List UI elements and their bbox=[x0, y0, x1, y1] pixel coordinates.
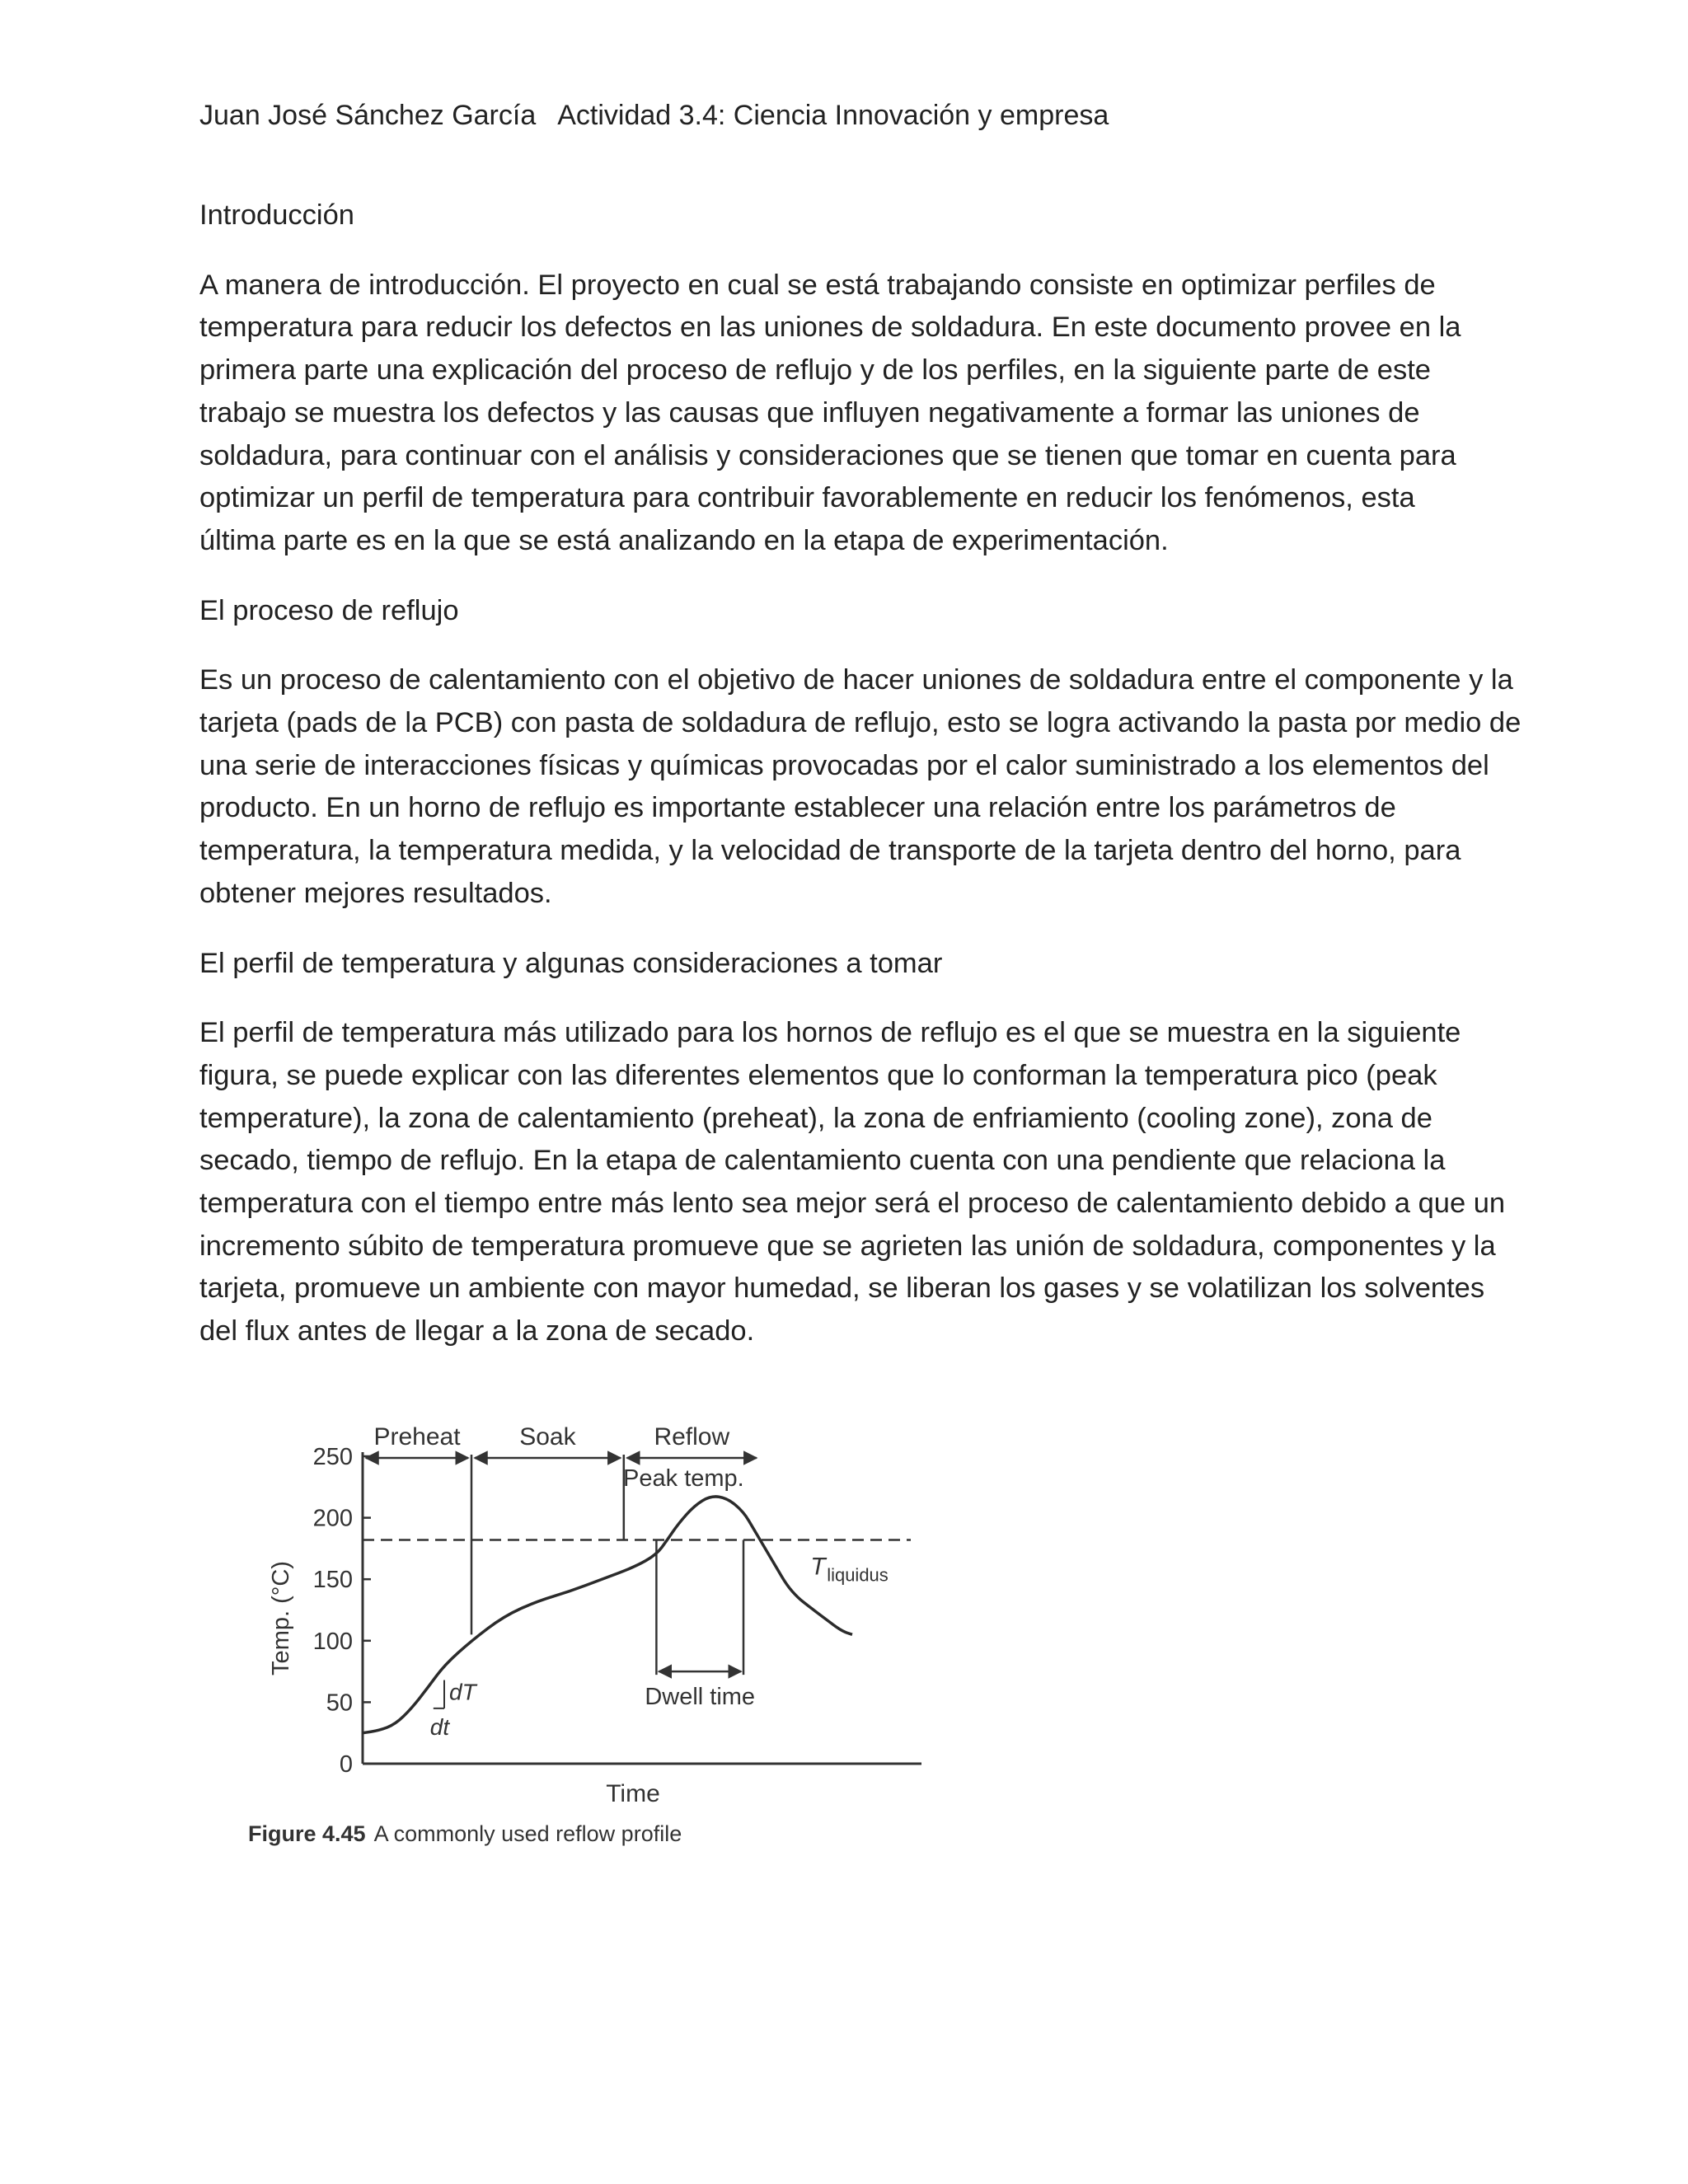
text-line: tarjeta, promueve un ambiente con mayor humedad, se liberan los gases y se volatilizan los solventes bbox=[199, 1272, 1485, 1305]
section-introduccion bbox=[199, 194, 1502, 563]
text-line: incremento súbito de temperatura promueve que se agrieten las unión de soldadura, componentes y la bbox=[199, 1230, 1496, 1262]
text-line: producto. En un horno de reflujo es importante establecer una relación entre los parámetros de bbox=[199, 792, 1396, 824]
text-line: El perfil de temperatura más utilizado para los hornos de reflujo es el que se muestra en la siguiente bbox=[199, 1017, 1461, 1049]
y-tick-label: 50 bbox=[326, 1690, 353, 1717]
y-tick-label: 200 bbox=[312, 1505, 353, 1532]
text-line: primera parte una explicación del proceso de reflujo y de los perfiles, en la siguiente parte de este bbox=[199, 354, 1431, 387]
text-line: figura, se puede explicar con las diferentes elementos que lo conforman la temperatura pico (peak bbox=[199, 1059, 1437, 1091]
reflow-profile-figure bbox=[243, 1411, 952, 1872]
slope-dt-label: dt bbox=[429, 1713, 450, 1740]
text-line: una serie de interacciones físicas y químicas provocadas por el calor suministrado a los elementos del bbox=[199, 749, 1489, 781]
page-header bbox=[199, 97, 1109, 134]
text-line: última parte es en la que se está analizando en la etapa de experimentación. bbox=[199, 524, 1169, 556]
section-paragraph bbox=[199, 265, 1502, 563]
text-line: tarjeta (pads de la PCB) con pasta de soldadura de reflujo, esto se logra activando la pasta por medio de bbox=[199, 707, 1522, 739]
text-line: soldadura, para continuar con el análisis y consideraciones que se tienen que tomar en cuenta para bbox=[199, 439, 1456, 471]
text-line: trabajo se muestra los defectos y las causas que influyen negativamente a formar las uniones de bbox=[199, 396, 1420, 429]
reflow-profile-chart bbox=[243, 1411, 952, 1807]
section-proceso-reflujo bbox=[199, 590, 1522, 916]
text-line: temperature), la zona de calentamiento (preheat), la zona de enfriamiento (cooling zone), zona de bbox=[199, 1102, 1432, 1134]
y-tick-label: 150 bbox=[312, 1567, 353, 1594]
zone-label: Soak bbox=[519, 1423, 576, 1451]
figure-number: Figure 4.45 bbox=[248, 1821, 366, 1846]
section-paragraph bbox=[199, 1012, 1506, 1353]
text-line: secado, tiempo de reflujo. En la etapa de calentamiento cuenta con una pendiente que relaciona la bbox=[199, 1145, 1446, 1177]
section-heading: El proceso de reflujo bbox=[199, 594, 459, 626]
text-line: obtener mejores resultados. bbox=[199, 877, 552, 909]
document-body bbox=[199, 194, 1522, 1380]
y-axis-label: Temp. (°C) bbox=[268, 1561, 294, 1675]
dwell-label: Dwell time bbox=[645, 1684, 756, 1711]
figure-caption-text: A commonly used reflow profile bbox=[373, 1821, 682, 1846]
liquidus-label: T bbox=[810, 1553, 826, 1581]
slope-dT-label: dT bbox=[449, 1679, 476, 1705]
text-line: optimizar un perfil de temperatura para contribuir favorablemente en reducir los fenómenos, esta bbox=[199, 482, 1415, 514]
text-line: Es un proceso de calentamiento con el objetivo de hacer uniones de soldadura entre el componente y la bbox=[199, 664, 1513, 696]
figure-caption bbox=[248, 1821, 682, 1847]
section-heading: El perfil de temperatura y algunas consideraciones a tomar bbox=[199, 947, 943, 979]
section-heading: Introducción bbox=[199, 199, 354, 231]
text-line: temperatura con el tiempo entre más lento sea mejor será el proceso de calentamiento debido a que un bbox=[199, 1188, 1506, 1220]
text-line: temperatura para reducir los defectos en las uniones de soldadura. En este documento provee en la bbox=[199, 312, 1461, 344]
y-tick-label: 0 bbox=[339, 1751, 353, 1778]
zone-label: Reflow bbox=[654, 1423, 730, 1451]
activity-title: Actividad 3.4: Ciencia Innovación y empresa bbox=[557, 100, 1109, 131]
text-line: temperatura, la temperatura medida, y la velocidad de transporte de la tarjeta dentro del horno, para bbox=[199, 835, 1461, 867]
liquidus-subscript: liquidus bbox=[827, 1564, 889, 1586]
zone-label: Preheat bbox=[373, 1423, 461, 1451]
peak-label: Peak temp. bbox=[623, 1465, 744, 1492]
profile-curve bbox=[363, 1497, 852, 1733]
author-name: Juan José Sánchez García bbox=[199, 100, 537, 131]
section-paragraph bbox=[199, 659, 1522, 915]
text-line: A manera de introducción. El proyecto en cual se está trabajando consiste en optimizar perfiles de bbox=[199, 269, 1436, 301]
x-axis-label: Time bbox=[606, 1780, 660, 1807]
y-tick-label: 250 bbox=[312, 1444, 353, 1470]
section-perfil-temperatura bbox=[199, 943, 1506, 1353]
text-line: del flux antes de llegar a la zona de secado. bbox=[199, 1315, 755, 1347]
y-tick-label: 100 bbox=[312, 1628, 353, 1655]
